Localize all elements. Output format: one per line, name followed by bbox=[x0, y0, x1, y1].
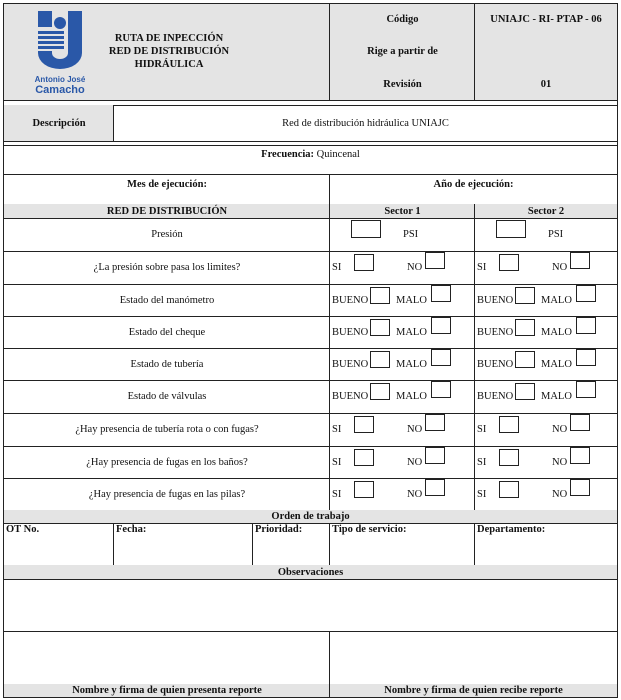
no-checkbox[interactable] bbox=[425, 479, 445, 496]
description-label: Descripción bbox=[3, 105, 114, 142]
presenter-signature-field[interactable] bbox=[3, 631, 330, 685]
sector-2-cell bbox=[474, 413, 618, 447]
document-title bbox=[104, 32, 234, 71]
bad-label: MALO bbox=[396, 327, 427, 338]
no-checkbox[interactable] bbox=[570, 479, 590, 496]
department-field[interactable]: Departamento: bbox=[474, 523, 618, 566]
ot-number-field[interactable]: OT No. bbox=[3, 523, 114, 566]
yes-label: SI bbox=[332, 424, 342, 435]
good-label: BUENO bbox=[477, 391, 514, 402]
sector-2-cell bbox=[474, 380, 618, 414]
sector-2-cell bbox=[474, 218, 618, 252]
logo-text bbox=[30, 74, 90, 96]
sector-1-cell bbox=[329, 284, 475, 317]
sector-2-cell bbox=[474, 348, 618, 381]
bad-label: MALO bbox=[396, 359, 427, 370]
year-of-execution[interactable]: Año de ejecución: bbox=[329, 174, 618, 205]
bad-checkbox[interactable] bbox=[431, 349, 451, 366]
logo-line2: Camacho bbox=[35, 84, 85, 96]
bad-label: MALO bbox=[541, 391, 572, 402]
psi-unit-label: PSI bbox=[548, 229, 564, 240]
observations-field[interactable] bbox=[3, 579, 618, 632]
effective-date-value[interactable] bbox=[474, 35, 618, 69]
sector-1-cell bbox=[329, 251, 475, 285]
inspection-item-label: ¿La presión sobre pasa los limites? bbox=[3, 251, 330, 285]
psi-unit-label: PSI bbox=[403, 229, 419, 240]
good-checkbox[interactable] bbox=[515, 351, 535, 368]
yes-label: SI bbox=[477, 457, 487, 468]
no-label: NO bbox=[407, 424, 423, 435]
service-type-field[interactable]: Tipo de servicio: bbox=[329, 523, 475, 566]
yes-label: SI bbox=[477, 424, 487, 435]
bad-label: MALO bbox=[396, 295, 427, 306]
sector-2-cell bbox=[474, 251, 618, 285]
no-checkbox[interactable] bbox=[570, 252, 590, 269]
good-checkbox[interactable] bbox=[515, 287, 535, 304]
inspection-item-label: Estado del manómetro bbox=[3, 284, 330, 317]
good-checkbox[interactable] bbox=[370, 287, 390, 304]
good-checkbox[interactable] bbox=[370, 319, 390, 336]
title-line: HIDRÁULICA bbox=[134, 59, 204, 70]
code-value: UNIAJC - RI- PTAP - 06 bbox=[474, 3, 618, 36]
yes-label: SI bbox=[332, 489, 342, 500]
good-checkbox[interactable] bbox=[515, 319, 535, 336]
description-value[interactable]: Red de distribución hidráulica UNIAJC bbox=[113, 105, 618, 142]
pressure-input-box[interactable] bbox=[496, 220, 526, 238]
bad-checkbox[interactable] bbox=[576, 349, 596, 366]
inspection-item-label: Estado de válvulas bbox=[3, 380, 330, 414]
yes-checkbox[interactable] bbox=[499, 416, 519, 433]
good-label: BUENO bbox=[477, 359, 514, 370]
no-checkbox[interactable] bbox=[570, 447, 590, 464]
bad-checkbox[interactable] bbox=[431, 381, 451, 398]
yes-checkbox[interactable] bbox=[354, 416, 374, 433]
inspection-item-label: Estado de tubería bbox=[3, 348, 330, 381]
no-label: NO bbox=[552, 489, 568, 500]
good-checkbox[interactable] bbox=[370, 351, 390, 368]
bad-checkbox[interactable] bbox=[431, 285, 451, 302]
bad-label: MALO bbox=[541, 359, 572, 370]
good-label: BUENO bbox=[332, 295, 369, 306]
no-checkbox[interactable] bbox=[570, 414, 590, 431]
sector-1-header: Sector 1 bbox=[329, 204, 475, 219]
inspection-item-label: Presión bbox=[3, 218, 330, 252]
yes-label: SI bbox=[477, 262, 487, 273]
yes-checkbox[interactable] bbox=[354, 481, 374, 498]
sector-2-cell bbox=[474, 446, 618, 479]
yes-checkbox[interactable] bbox=[499, 449, 519, 466]
date-field[interactable]: Fecha: bbox=[113, 523, 253, 566]
good-label: BUENO bbox=[332, 359, 369, 370]
yes-label: SI bbox=[332, 457, 342, 468]
frequency-row bbox=[3, 145, 618, 175]
observations-title: Observaciones bbox=[3, 565, 618, 580]
bad-checkbox[interactable] bbox=[576, 381, 596, 398]
bad-checkbox[interactable] bbox=[431, 317, 451, 334]
no-checkbox[interactable] bbox=[425, 414, 445, 431]
no-checkbox[interactable] bbox=[425, 252, 445, 269]
no-label: NO bbox=[407, 489, 423, 500]
no-label: NO bbox=[407, 457, 423, 468]
code-label: Código bbox=[329, 3, 475, 36]
sector-1-cell bbox=[329, 446, 475, 479]
yes-label: SI bbox=[477, 489, 487, 500]
good-label: BUENO bbox=[332, 391, 369, 402]
yes-checkbox[interactable] bbox=[354, 449, 374, 466]
sector-1-cell bbox=[329, 316, 475, 349]
good-label: BUENO bbox=[477, 327, 514, 338]
title-line: RED DE DISTRIBUCIÓN bbox=[108, 46, 230, 57]
no-label: NO bbox=[407, 262, 423, 273]
sector-2-cell bbox=[474, 284, 618, 317]
work-order-title: Orden de trabajo bbox=[3, 510, 618, 524]
revision-label: Revisión bbox=[329, 68, 475, 101]
yes-checkbox[interactable] bbox=[499, 254, 519, 271]
pressure-input-box[interactable] bbox=[351, 220, 381, 238]
revision-value: 01 bbox=[474, 68, 618, 101]
frequency-label: Frecuencia: bbox=[261, 149, 315, 160]
sector-2-header: Sector 2 bbox=[474, 204, 618, 219]
no-label: NO bbox=[552, 424, 568, 435]
effective-date-label: Rige a partir de bbox=[329, 35, 475, 69]
frequency-value: Quincenal bbox=[314, 149, 360, 160]
inspection-item-label: ¿Hay presencia de fugas en las pilas? bbox=[3, 478, 330, 511]
sector-1-cell bbox=[329, 380, 475, 414]
no-checkbox[interactable] bbox=[425, 447, 445, 464]
month-of-execution[interactable]: Mes de ejecución: bbox=[3, 174, 330, 205]
presenter-signature-label: Nombre y firma de quien presenta reporte bbox=[3, 684, 330, 698]
bad-label: MALO bbox=[396, 391, 427, 402]
good-checkbox[interactable] bbox=[515, 383, 535, 400]
good-checkbox[interactable] bbox=[370, 383, 390, 400]
bad-checkbox[interactable] bbox=[576, 317, 596, 334]
yes-label: SI bbox=[332, 262, 342, 273]
bad-checkbox[interactable] bbox=[576, 285, 596, 302]
yes-checkbox[interactable] bbox=[354, 254, 374, 271]
sector-2-cell bbox=[474, 316, 618, 349]
receiver-signature-label: Nombre y firma de quien recibe reporte bbox=[329, 684, 618, 698]
title-line: RUTA DE INPECCIÓN bbox=[114, 33, 224, 44]
sector-1-cell bbox=[329, 348, 475, 381]
inspection-item-label: ¿Hay presencia de fugas en los baños? bbox=[3, 446, 330, 479]
bad-label: MALO bbox=[541, 295, 572, 306]
logo-line1: Antonio José bbox=[34, 75, 86, 84]
no-label: NO bbox=[552, 457, 568, 468]
inspection-item-label: Estado del cheque bbox=[3, 316, 330, 349]
inspection-item-label: ¿Hay presencia de tubería rota o con fugas? bbox=[3, 413, 330, 447]
good-label: BUENO bbox=[477, 295, 514, 306]
good-label: BUENO bbox=[332, 327, 369, 338]
bad-label: MALO bbox=[541, 327, 572, 338]
network-header: RED DE DISTRIBUCIÓN bbox=[3, 204, 330, 219]
no-label: NO bbox=[552, 262, 568, 273]
yes-checkbox[interactable] bbox=[499, 481, 519, 498]
sector-2-cell bbox=[474, 478, 618, 511]
sector-1-cell bbox=[329, 413, 475, 447]
sector-1-cell bbox=[329, 218, 475, 252]
header-title-block bbox=[3, 3, 329, 101]
logo-icon bbox=[34, 9, 86, 71]
sector-1-cell bbox=[329, 478, 475, 511]
receiver-signature-field[interactable] bbox=[329, 631, 618, 685]
priority-field[interactable]: Prioridad: bbox=[252, 523, 330, 566]
